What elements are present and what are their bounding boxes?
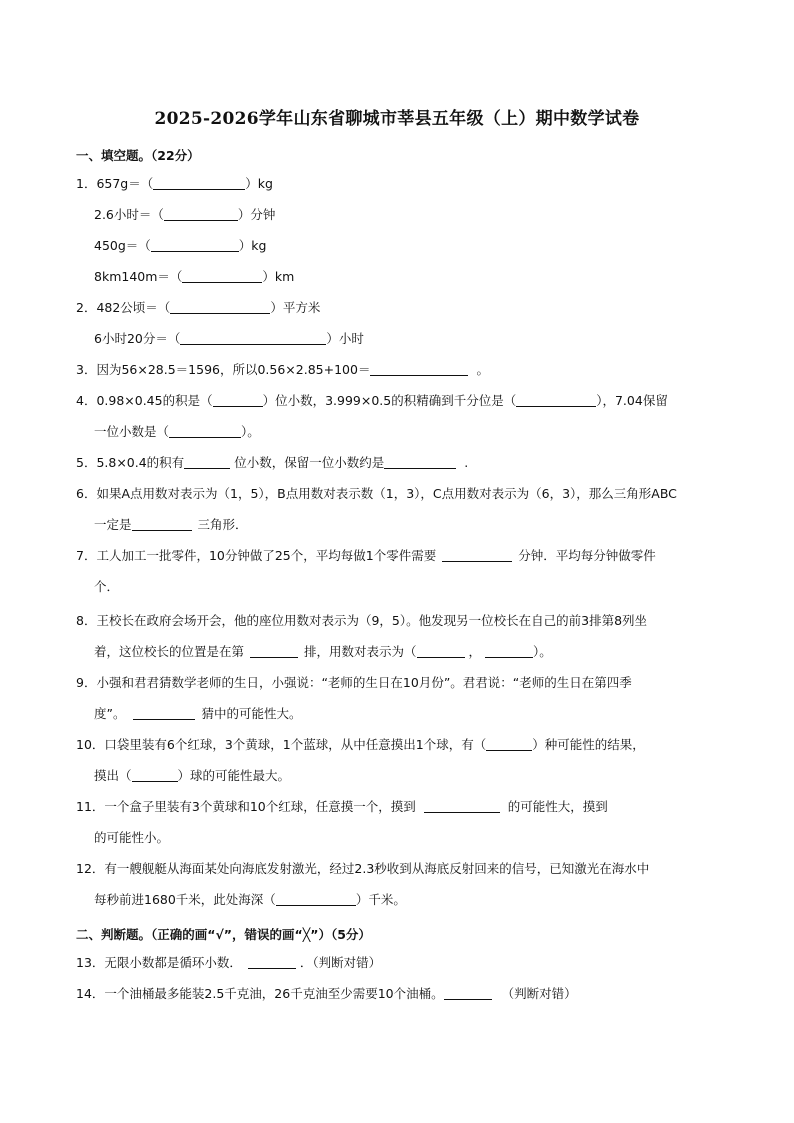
question-7a: 7．工人加工一批零件，10分钟做了25个，平均每做1个零件需要 分钟．平均每分钟做零件 [76, 548, 656, 563]
question-2b: 6小时20分＝（ ）小时 [94, 331, 364, 346]
question-12a: 12．有一艘舰艇从海面某处向海底发射激光，经过2.3秒收到从海底反射回来的信号，已知激光在海水中 [76, 861, 650, 876]
blank[interactable] [182, 269, 262, 283]
blank[interactable] [180, 331, 326, 345]
blank[interactable] [170, 300, 270, 314]
question-1a: 1．657g＝（ ）kg [76, 176, 273, 191]
blank[interactable] [133, 706, 195, 720]
blank[interactable] [132, 517, 192, 531]
exam-title: 2025-2026学年山东省聊城市莘县五年级（上）期中数学试卷 [154, 109, 640, 129]
question-9a: 9．小强和君君猜数学老师的生日，小强说：“老师的生日在10月份”。君君说：“老师的生日在第四季 [76, 675, 632, 690]
question-10b: 摸出（ ）球的可能性最大。 [94, 768, 291, 783]
question-10a: 10．口袋里装有6个红球，3个黄球，1个蓝球，从中任意摸出1个球，有（ ）种可能性的结果， [76, 737, 645, 752]
question-8a: 8．王校长在政府会场开会，他的座位用数对表示为（9，5）。他发现另一位校长在自己的前3排第8列坐 [76, 613, 648, 628]
blank[interactable] [153, 176, 245, 190]
section-true-false: 二、判断题。（正确的画“√”，错误的画“╳”）（5分） [76, 927, 371, 942]
question-8b: 着，这位校长的位置是在第 排，用数对表示为（ ， ）。 [94, 644, 552, 659]
question-13: 13．无限小数都是循环小数． ．（判断对错） [76, 955, 382, 970]
blank[interactable] [370, 362, 468, 376]
blank[interactable] [276, 892, 356, 906]
blank[interactable] [384, 455, 456, 469]
question-14: 14．一个油桶最多能装2.5千克油，26千克油至少需要10个油桶。 （判断对错） [76, 986, 577, 1001]
blank[interactable] [516, 393, 596, 407]
question-11a: 11．一个盒子里装有3个黄球和10个红球，任意摸一个，摸到 的可能性大，摸到 [76, 799, 608, 814]
question-4b: 一位小数是（ ）。 [94, 424, 260, 439]
blank[interactable] [444, 986, 492, 1000]
blank[interactable] [424, 799, 500, 813]
question-12b: 每秒前进1680千米，此处海深（ ）千米。 [94, 892, 406, 907]
question-7b: 个． [94, 579, 120, 594]
section-fill-blank: 一、填空题。（22分） [76, 148, 200, 163]
blank[interactable] [250, 644, 298, 658]
question-2a: 2．482公顷＝（ ）平方米 [76, 300, 321, 315]
question-5: 5．5.8×0.4的积有 位小数，保留一位小数约是 . [76, 455, 469, 470]
question-1c: 450g＝（ ）kg [94, 238, 267, 253]
blank[interactable] [213, 393, 263, 407]
question-1d: 8km140m＝（ ）km [94, 269, 295, 284]
question-11b: 的可能性小。 [94, 830, 170, 845]
question-9b: 度”。 猜中的可能性大。 [94, 706, 302, 721]
question-6b: 一定是 三角形． [94, 517, 248, 532]
blank[interactable] [486, 737, 532, 751]
blank[interactable] [248, 955, 296, 969]
blank[interactable] [169, 424, 241, 438]
blank[interactable] [132, 768, 178, 782]
blank[interactable] [184, 455, 230, 469]
blank[interactable] [442, 548, 512, 562]
blank[interactable] [485, 644, 533, 658]
blank[interactable] [417, 644, 465, 658]
question-3: 3．因为56×28.5＝1596，所以0.56×2.85+100＝ 。 [76, 362, 489, 377]
blank[interactable] [164, 207, 238, 221]
question-6a: 6．如果A点用数对表示为（1，5），B点用数对表示数（1，3），C点用数对表示为（6，3），那么三角形ABC [76, 486, 677, 501]
blank[interactable] [151, 238, 239, 252]
question-1b: 2.6小时＝（ ）分钟 [94, 207, 276, 222]
question-4a: 4．0.98×0.45的积是（ ）位小数，3.999×0.5的积精确到千分位是（ ），7.04保留 [76, 393, 668, 408]
